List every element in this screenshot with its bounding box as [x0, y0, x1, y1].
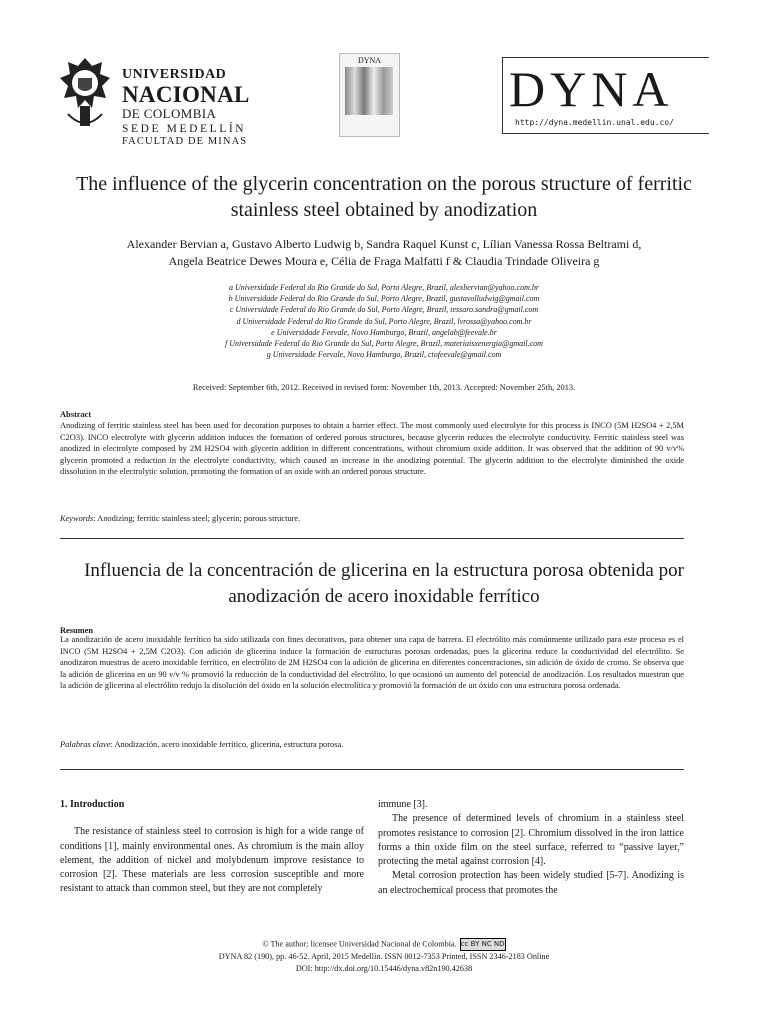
journal-cover-thumbnail: [339, 53, 400, 137]
footer-copyright: © The author; licensee Universidad Nacional de Colombia.: [262, 939, 457, 949]
resumen-text: La anodización de acero inoxidable ferrítico ha sido utilizada con fines decorativos, para obtener una capa de barrera. El electrólito más comúnmente utilizado para este proceso es el INCO (5M H2SO4 + 2,5M C2O3). Con adición de glicerina induce la formación de estructuras porosas ordenadas, pues la glicerina reduce la conductividad del electrólito. Se anodizaron muestras de acero inoxidable ferrítico, en electrólito de 2M H2SO4 con la adición de glicerina en diferentes concentraciones, sin adición de óxido de cromo. Se observa que la adición de glicerina en un 90 v/v % promovió la reducción de la conductividad del electrólito, lo que ocasionó un aumento del potencial de anodización. Los resultados muestran que la adición de glicerina al electrólito redujo la disolución del óxido en la solución electrolítica y promovió la formación de un óxido con una estructura porosa ordenada.: [60, 635, 684, 690]
section-heading: 1. Introduction: [60, 799, 125, 810]
journal-header: [58, 50, 708, 160]
palabras-label: Palabras clave: [60, 740, 111, 749]
author-list: [40, 236, 728, 270]
journal-name: DYNA: [509, 61, 674, 117]
authors-line1: Alexander Bervian a, Gustavo Alberto Ludwig b, Sandra Raquel Kunst c, Lílian Vanessa Rossa Beltrami d,: [126, 237, 642, 251]
divider-bottom: [60, 769, 684, 770]
affiliation-b: b Universidade Federal do Rio Grande do Sul, Porto Alegre, Brazil, gustavolludwig@gmail.com: [228, 294, 540, 304]
affiliation-c: c Universidade Federal do Rio Grande do Sul, Porto Alegre, Brazil, tessaro.sandra@gmail.com: [229, 305, 539, 315]
university-line2: NACIONAL: [122, 82, 250, 107]
affiliation-e: e Universidade Feevale, Novo Hamburgo, Brazil, angelab@feevale.br: [271, 327, 497, 337]
journal-logo-box: [502, 57, 709, 134]
abstract-text: Anodizing of ferritic stainless steel has been used for decoration purposes to obtain a barrier effect. The most commonly used electrolyte for this process is INCO (5M H2SO4 + 2,5M C2O3). INCO electrolyte with glycerin addition induces the formation of ordered porous structures, because glycerin reduces the electrolyte conductivity. Ferritic stainless steel was anodized in electrolyte composed by 2M H2SO4 with glycerin addition in different concentrations, without chromium oxide addition. It was observed that the addition of 90 v/v% glycerin promoted a reduction in the electrolyte conductivity, which caused an increase in the anodizing potential. The glycerin addition to the electrolyte diminished the oxide dissolution in the electrolytic solution, promoting the formation of an oxide with an ordered porous structure.: [60, 421, 684, 476]
university-campus: SEDE MEDELLÍN: [122, 123, 247, 135]
authors-line2: Angela Beatrice Dewes Moura e, Célia de Fraga Malfatti f & Claudia Trindade Oliveira g: [168, 254, 600, 268]
affiliation-a: a Universidade Federal do Rio Grande do Sul, Porto Alegre, Brazil, alexbervian@yahoo.com.br: [229, 283, 539, 292]
intro-paragraph-3: Metal corrosion protection has been widely studied [5-7]. Anodizing is an electrochemical process that promotes the: [378, 870, 684, 896]
university-faculty: FACULTAD DE MINAS: [122, 135, 248, 147]
footer-license: [60, 938, 708, 951]
resumen-heading: Resumen: [60, 626, 94, 635]
cover-image: [345, 67, 393, 115]
paper-title-spanish: Influencia de la concentración de glicerina en la estructura porosa obtenida por anodización de acero inoxidable ferrítico: [84, 560, 684, 607]
divider-top: [60, 538, 684, 539]
intro-paragraph-1: The resistance of stainless steel to corrosion is high for a wide range of conditions [1], mainly environmental ones. As chromium is the main alloy element, the addition of nickel and molybdenum improve resistance to corrosion [2]. These materials are less corrosion susceptible and more resistant to attack than common steel, but they are not completely: [60, 826, 364, 895]
university-line1: UNIVERSIDAD: [122, 67, 227, 82]
footer-citation: DYNA 82 (190), pp. 46-52. April, 2015 Medellín. ISSN 0012-7353 Printed, ISSN 2346-2183 Online: [218, 952, 550, 961]
journal-url[interactable]: http://dyna.medellin.unal.edu.co/: [515, 118, 674, 127]
intro-continuation: immune [3].: [378, 799, 428, 810]
palabras-clave: [60, 740, 343, 749]
page-footer: [60, 938, 708, 974]
university-name: [122, 68, 250, 147]
affiliations: [100, 282, 668, 360]
keywords-text: : Anodizing; ferritic stainless steel; glycerin; porous structure.: [93, 514, 301, 523]
creative-commons-badge: cc BY NC ND: [460, 938, 506, 951]
footer-doi[interactable]: DOI: http://dx.doi.org/10.15446/dyna.v82n190.42638: [295, 963, 473, 973]
intro-paragraph-2: The presence of determined levels of chromium in a stainless steel promotes resistance to corrosion [2]. Chromium dissolved in the iron lattice forms a thin oxide film on the steel surface, referred to “passive layer,” protecting the metal against corrosion [4].: [378, 813, 684, 868]
palabras-text: : Anodización, acero inoxidable ferrítico, glicerina, estructura porosa.: [110, 740, 344, 749]
university-line3: DE COLOMBIA: [122, 106, 217, 121]
received-dates: Received: September 6th, 2012. Received in revised form: November 1th, 2013. Accepted: November 25th, 2013.: [192, 383, 576, 392]
keywords-label: Keywords: [60, 514, 94, 523]
cover-title: DYNA: [357, 56, 382, 65]
affiliation-f: f Universidade Federal do Rio Grande do Sul, Porto Alegre, Brazil, materiaisxenergia@gmail.com: [225, 339, 543, 349]
university-crest-icon: [58, 56, 112, 132]
column-right: [378, 798, 684, 898]
affiliation-g: g Universidade Feevale, Novo Hamburgo, Brazil, ctofeevale@gmail.com: [266, 350, 502, 360]
paper-title: The influence of the glycerin concentration on the porous structure of ferritic stainless steel obtained by anodization: [76, 173, 692, 221]
column-left: [60, 798, 364, 897]
keywords: [60, 514, 300, 523]
abstract-heading: Abstract: [60, 410, 92, 419]
affiliation-d: d Universidade Federal do Rio Grande do Sul, Porto Alegre, Brazil, lvrossa@yahoo.com.br: [236, 316, 532, 326]
